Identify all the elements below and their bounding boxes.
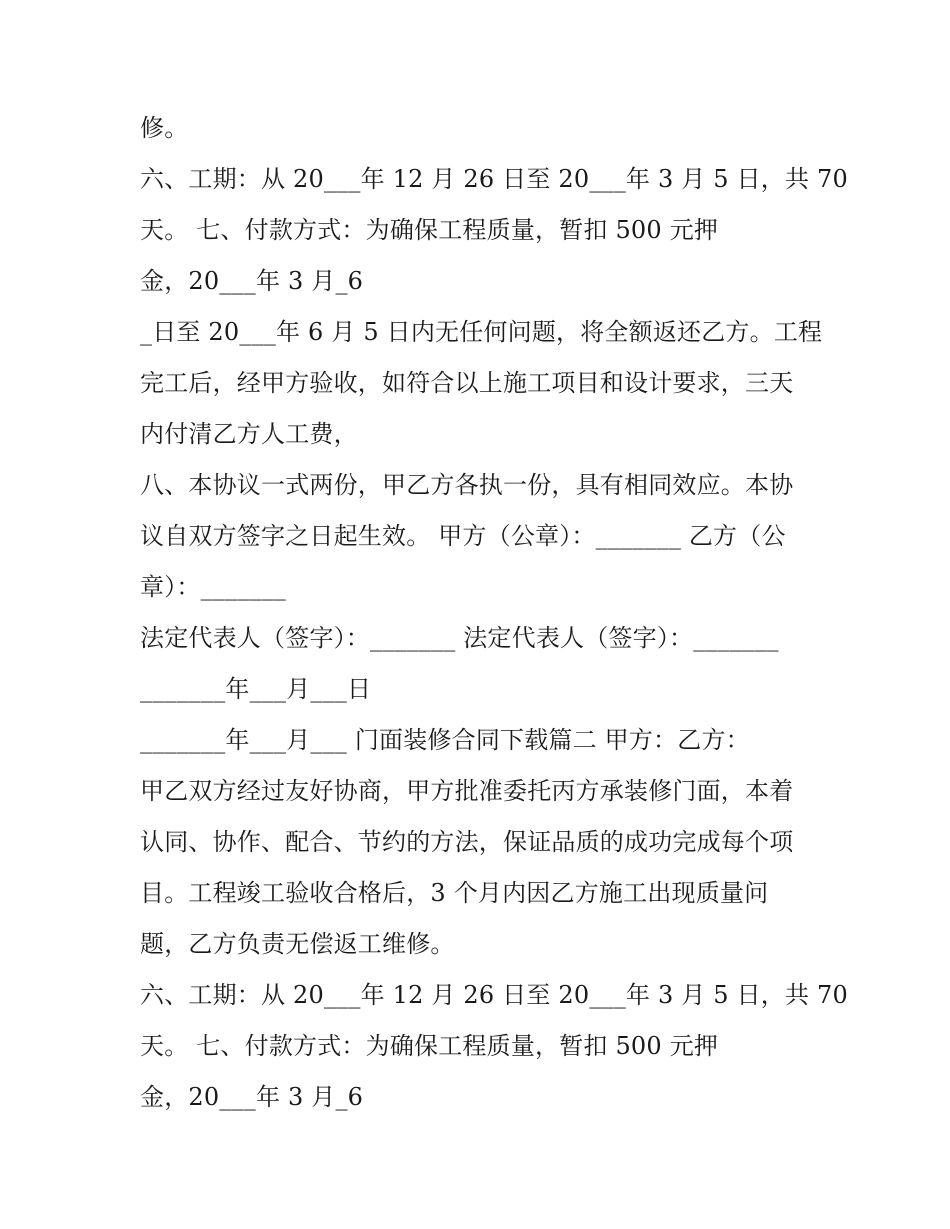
text-line: 天。 七、付款方式：为确保工程质量，暂扣 500 元押 <box>140 1032 719 1060</box>
text-line: 甲乙双方经过友好协商，甲方批准委托丙方承装修门面，本着 <box>140 777 794 805</box>
text-line: 修。 <box>140 114 189 142</box>
text-line: 六、工期：从 20___年 12 月 26 日至 20___年 3 月 5 日，共 70 <box>140 165 848 193</box>
text-line: 章）：_______ <box>140 573 286 601</box>
text-line: 议自双方签字之日起生效。 甲方（公章）：_______ 乙方（公 <box>140 522 786 550</box>
text-line: _______年___月___ 门面装修合同下载篇二 甲方：乙方： <box>140 726 750 754</box>
text-line: 目。工程竣工验收合格后，3 个月内因乙方施工出现质量问 <box>140 879 769 907</box>
text-line: 六、工期：从 20___年 12 月 26 日至 20___年 3 月 5 日，共 70 <box>140 981 848 1009</box>
text-line: 天。 七、付款方式：为确保工程质量，暂扣 500 元押 <box>140 216 719 244</box>
text-line: 八、本协议一式两份，甲乙方各执一份，具有相同效应。本协 <box>140 471 794 499</box>
text-line: 题，乙方负责无偿返工维修。 <box>140 930 455 958</box>
text-line: 完工后，经甲方验收，如符合以上施工项目和设计要求，三天 <box>140 369 794 397</box>
text-line: _日至 20___年 6 月 5 日内无任何问题，将全额返还乙方。工程 <box>140 318 823 346</box>
text-line: _______年___月___日 <box>140 675 372 703</box>
text-line: 认同、协作、配合、节约的方法，保证品质的成功完成每个项 <box>140 828 794 856</box>
text-line: 法定代表人（签字）：_______ 法定代表人（签字）：_______ <box>140 624 779 652</box>
text-line: 内付清乙方人工费， <box>140 420 358 448</box>
text-line: 金，20___年 3 月_6 <box>140 1083 364 1111</box>
text-line: 金，20___年 3 月_6 <box>140 267 364 295</box>
